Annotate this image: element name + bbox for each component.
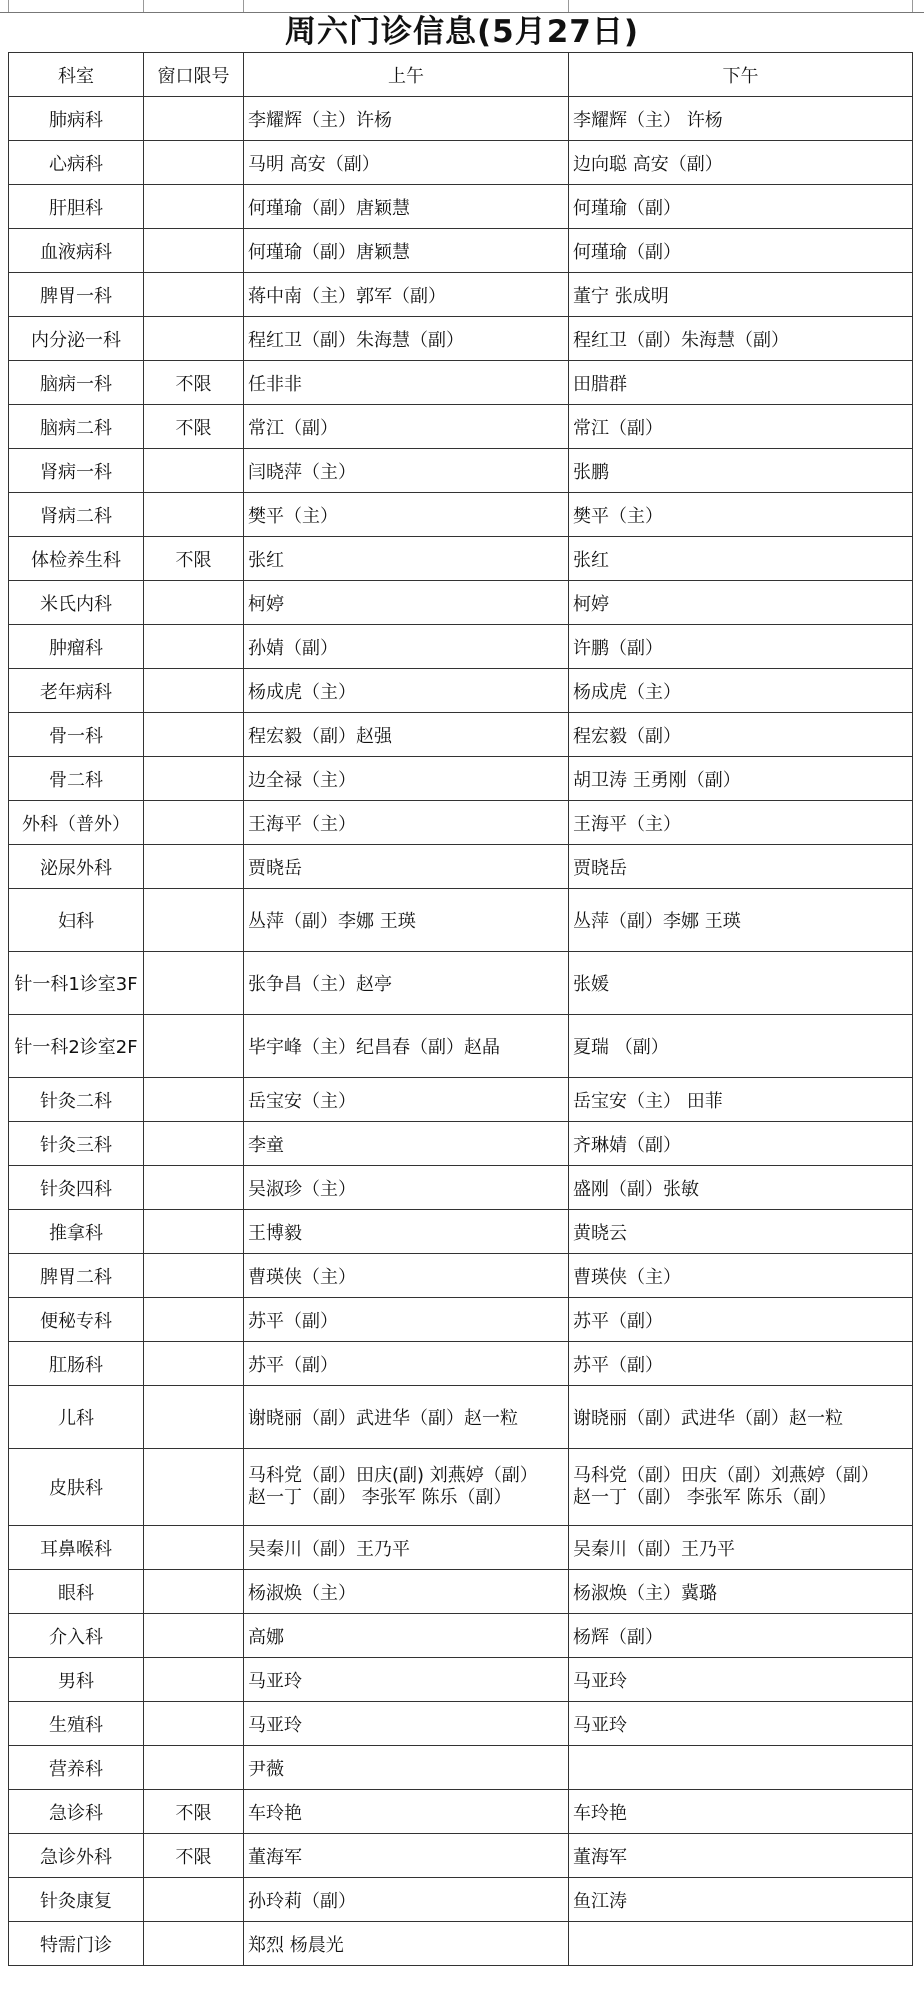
pm-cell: 杨辉（副） [569, 1614, 913, 1658]
header-row [9, 53, 913, 97]
dept-cell: 脑病一科 [9, 361, 144, 405]
am-cell: 边全禄（主） [244, 757, 569, 801]
table-row [9, 493, 913, 537]
am-cell: 何瑾瑜（副）唐颖慧 [244, 229, 569, 273]
limit-cell [144, 1078, 244, 1122]
table-row [9, 581, 913, 625]
am-cell: 曹瑛侠（主） [244, 1254, 569, 1298]
limit-cell [144, 1570, 244, 1614]
am-cell: 贾晓岳 [244, 845, 569, 889]
table-row [9, 1834, 913, 1878]
pm-cell: 王海平（主） [569, 801, 913, 845]
pm-cell: 马亚玲 [569, 1702, 913, 1746]
am-cell: 张红 [244, 537, 569, 581]
pm-cell: 贾晓岳 [569, 845, 913, 889]
table-row [9, 361, 913, 405]
dept-cell: 妇科 [9, 889, 144, 952]
dept-cell: 针灸康复 [9, 1878, 144, 1922]
am-cell: 孙婧（副） [244, 625, 569, 669]
am-cell: 郑烈 杨晨光 [244, 1922, 569, 1966]
page-title: 周六门诊信息(5月27日) [284, 14, 640, 50]
pm-cell: 苏平（副） [569, 1342, 913, 1386]
dept-cell: 心病科 [9, 141, 144, 185]
limit-cell [144, 713, 244, 757]
limit-cell [144, 1122, 244, 1166]
dept-cell: 介入科 [9, 1614, 144, 1658]
am-cell: 谢晓丽（副）武进华（副）赵一粒 [244, 1386, 569, 1449]
am-cell: 李童 [244, 1122, 569, 1166]
limit-cell [144, 141, 244, 185]
table-row [9, 845, 913, 889]
am-cell: 丛萍（副）李娜 王瑛 [244, 889, 569, 952]
dept-cell: 针灸二科 [9, 1078, 144, 1122]
table-row [9, 537, 913, 581]
pm-cell: 张媛 [569, 952, 913, 1015]
pm-cell: 樊平（主） [569, 493, 913, 537]
pm-cell: 杨成虎（主） [569, 669, 913, 713]
header-pm: 下午 [569, 53, 913, 97]
pm-cell: 边向聪 高安（副） [569, 141, 913, 185]
limit-cell [144, 1922, 244, 1966]
dept-cell: 急诊外科 [9, 1834, 144, 1878]
table-row [9, 801, 913, 845]
pm-cell: 吴秦川（副）王乃平 [569, 1526, 913, 1570]
dept-cell: 体检养生科 [9, 537, 144, 581]
dept-cell: 肾病一科 [9, 449, 144, 493]
table-row [9, 1526, 913, 1570]
table-row [9, 1614, 913, 1658]
pm-cell: 鱼江涛 [569, 1878, 913, 1922]
am-cell: 杨成虎（主） [244, 669, 569, 713]
dept-cell: 肝胆科 [9, 185, 144, 229]
table-row [9, 1078, 913, 1122]
am-cell: 孙玲莉（副） [244, 1878, 569, 1922]
limit-cell: 不限 [144, 405, 244, 449]
table-row [9, 1449, 913, 1526]
am-cell: 尹薇 [244, 1746, 569, 1790]
pm-cell: 黄晓云 [569, 1210, 913, 1254]
limit-cell [144, 1746, 244, 1790]
dept-cell: 脑病二科 [9, 405, 144, 449]
dept-cell: 肛肠科 [9, 1342, 144, 1386]
table-row [9, 1878, 913, 1922]
am-cell: 马亚玲 [244, 1702, 569, 1746]
dept-cell: 耳鼻喉科 [9, 1526, 144, 1570]
dept-cell: 男科 [9, 1658, 144, 1702]
dept-cell: 脾胃二科 [9, 1254, 144, 1298]
am-cell: 王博毅 [244, 1210, 569, 1254]
dept-cell: 推拿科 [9, 1210, 144, 1254]
limit-cell [144, 229, 244, 273]
pm-cell: 张鹏 [569, 449, 913, 493]
am-cell: 吴淑珍（主） [244, 1166, 569, 1210]
dept-cell: 骨一科 [9, 713, 144, 757]
limit-cell [144, 97, 244, 141]
am-cell: 樊平（主） [244, 493, 569, 537]
pm-cell: 常江（副） [569, 405, 913, 449]
limit-cell: 不限 [144, 361, 244, 405]
am-cell: 董海军 [244, 1834, 569, 1878]
table-row [9, 757, 913, 801]
table-row [9, 1790, 913, 1834]
am-cell: 岳宝安（主） [244, 1078, 569, 1122]
pm-cell: 田腊群 [569, 361, 913, 405]
dept-cell: 泌尿外科 [9, 845, 144, 889]
dept-cell: 内分泌一科 [9, 317, 144, 361]
dept-cell: 特需门诊 [9, 1922, 144, 1966]
dept-cell: 米氏内科 [9, 581, 144, 625]
pm-cell: 苏平（副） [569, 1298, 913, 1342]
am-cell: 常江（副） [244, 405, 569, 449]
limit-cell [144, 1702, 244, 1746]
dept-cell: 急诊科 [9, 1790, 144, 1834]
table-row [9, 449, 913, 493]
pm-cell: 许鹏（副） [569, 625, 913, 669]
table-row [9, 405, 913, 449]
table-row [9, 1746, 913, 1790]
dept-cell: 脾胃一科 [9, 273, 144, 317]
limit-cell [144, 1878, 244, 1922]
dept-cell: 便秘专科 [9, 1298, 144, 1342]
dept-cell: 营养科 [9, 1746, 144, 1790]
pm-cell: 齐琳婧（副） [569, 1122, 913, 1166]
dept-cell: 针一科1诊室3F [9, 952, 144, 1015]
limit-cell: 不限 [144, 1790, 244, 1834]
am-cell: 苏平（副） [244, 1342, 569, 1386]
table-row [9, 669, 913, 713]
table-row [9, 1342, 913, 1386]
schedule-table [8, 52, 913, 1966]
dept-cell: 肾病二科 [9, 493, 144, 537]
am-cell: 李耀辉（主）许杨 [244, 97, 569, 141]
am-cell: 何瑾瑜（副）唐颖慧 [244, 185, 569, 229]
limit-cell [144, 185, 244, 229]
am-cell: 杨淑焕（主） [244, 1570, 569, 1614]
pm-cell: 何瑾瑜（副） [569, 229, 913, 273]
dept-cell: 血液病科 [9, 229, 144, 273]
am-cell: 吴秦川（副）王乃平 [244, 1526, 569, 1570]
pm-cell: 夏瑞 （副） [569, 1015, 913, 1078]
table-row [9, 273, 913, 317]
am-cell: 程宏毅（副）赵强 [244, 713, 569, 757]
table-row [9, 1658, 913, 1702]
am-cell: 苏平（副） [244, 1298, 569, 1342]
dept-cell: 眼科 [9, 1570, 144, 1614]
pm-cell: 马科党（副）田庆（副）刘燕婷（副） 赵一丁（副） 李张军 陈乐（副） [569, 1449, 913, 1526]
am-cell: 王海平（主） [244, 801, 569, 845]
dept-cell: 皮肤科 [9, 1449, 144, 1526]
pm-cell [569, 1922, 913, 1966]
am-cell: 蒋中南（主）郭军（副） [244, 273, 569, 317]
pm-cell [569, 1746, 913, 1790]
am-cell: 马亚玲 [244, 1658, 569, 1702]
limit-cell [144, 1526, 244, 1570]
limit-cell: 不限 [144, 537, 244, 581]
pm-cell: 张红 [569, 537, 913, 581]
table-row [9, 952, 913, 1015]
pm-cell: 董宁 张成明 [569, 273, 913, 317]
limit-cell [144, 801, 244, 845]
limit-cell [144, 889, 244, 952]
limit-cell [144, 493, 244, 537]
table-row [9, 1166, 913, 1210]
dept-cell: 外科（普外） [9, 801, 144, 845]
limit-cell [144, 757, 244, 801]
table-row [9, 1015, 913, 1078]
table-row [9, 185, 913, 229]
pm-cell: 柯婷 [569, 581, 913, 625]
table-row [9, 1210, 913, 1254]
table-row [9, 1254, 913, 1298]
am-cell: 车玲艳 [244, 1790, 569, 1834]
table-row [9, 1122, 913, 1166]
limit-cell [144, 1386, 244, 1449]
pm-cell: 丛萍（副）李娜 王瑛 [569, 889, 913, 952]
dept-cell: 针灸三科 [9, 1122, 144, 1166]
table-row [9, 625, 913, 669]
limit-cell [144, 1342, 244, 1386]
dept-cell: 肺病科 [9, 97, 144, 141]
limit-cell [144, 669, 244, 713]
limit-cell [144, 1015, 244, 1078]
limit-cell: 不限 [144, 1834, 244, 1878]
pm-cell: 曹瑛侠（主） [569, 1254, 913, 1298]
am-cell: 闫晓萍（主） [244, 449, 569, 493]
am-cell: 马科党（副）田庆(副) 刘燕婷（副） 赵一丁（副） 李张军 陈乐（副） [244, 1449, 569, 1526]
dept-cell: 老年病科 [9, 669, 144, 713]
pm-cell: 杨淑焕（主）冀璐 [569, 1570, 913, 1614]
dept-cell: 骨二科 [9, 757, 144, 801]
limit-cell [144, 1210, 244, 1254]
limit-cell [144, 1254, 244, 1298]
table-row [9, 1298, 913, 1342]
limit-cell [144, 1449, 244, 1526]
table-row [9, 317, 913, 361]
am-cell: 高娜 [244, 1614, 569, 1658]
pm-cell: 程红卫（副）朱海慧（副） [569, 317, 913, 361]
dept-cell: 生殖科 [9, 1702, 144, 1746]
dept-cell: 儿科 [9, 1386, 144, 1449]
limit-cell [144, 625, 244, 669]
am-cell: 柯婷 [244, 581, 569, 625]
am-cell: 马明 高安（副） [244, 141, 569, 185]
pm-cell: 何瑾瑜（副） [569, 185, 913, 229]
limit-cell [144, 952, 244, 1015]
limit-cell [144, 317, 244, 361]
pm-cell: 马亚玲 [569, 1658, 913, 1702]
table-row [9, 141, 913, 185]
pm-cell: 车玲艳 [569, 1790, 913, 1834]
pm-cell: 胡卫涛 王勇刚（副） [569, 757, 913, 801]
limit-cell [144, 581, 244, 625]
table-row [9, 713, 913, 757]
am-cell: 毕宇峰（主）纪昌春（副）赵晶 [244, 1015, 569, 1078]
table-row [9, 1702, 913, 1746]
limit-cell [144, 1658, 244, 1702]
pm-cell: 程宏毅（副） [569, 713, 913, 757]
dept-cell: 针灸四科 [9, 1166, 144, 1210]
header-dept: 科室 [9, 53, 144, 97]
pm-cell: 谢晓丽（副）武进华（副）赵一粒 [569, 1386, 913, 1449]
pm-cell: 岳宝安（主） 田菲 [569, 1078, 913, 1122]
am-cell: 张争昌（主）赵亭 [244, 952, 569, 1015]
pm-cell: 董海军 [569, 1834, 913, 1878]
limit-cell [144, 1298, 244, 1342]
limit-cell [144, 449, 244, 493]
table-row [9, 229, 913, 273]
table-row [9, 1386, 913, 1449]
am-cell: 任非非 [244, 361, 569, 405]
table-row [9, 97, 913, 141]
am-cell: 程红卫（副）朱海慧（副） [244, 317, 569, 361]
header-limit: 窗口限号 [144, 53, 244, 97]
limit-cell [144, 845, 244, 889]
table-row [9, 1570, 913, 1614]
table-row [9, 1922, 913, 1966]
limit-cell [144, 1166, 244, 1210]
pm-cell: 李耀辉（主） 许杨 [569, 97, 913, 141]
dept-cell: 针一科2诊室2F [9, 1015, 144, 1078]
limit-cell [144, 273, 244, 317]
dept-cell: 肿瘤科 [9, 625, 144, 669]
pm-cell: 盛刚（副）张敏 [569, 1166, 913, 1210]
limit-cell [144, 1614, 244, 1658]
header-am: 上午 [244, 53, 569, 97]
table-row [9, 889, 913, 952]
